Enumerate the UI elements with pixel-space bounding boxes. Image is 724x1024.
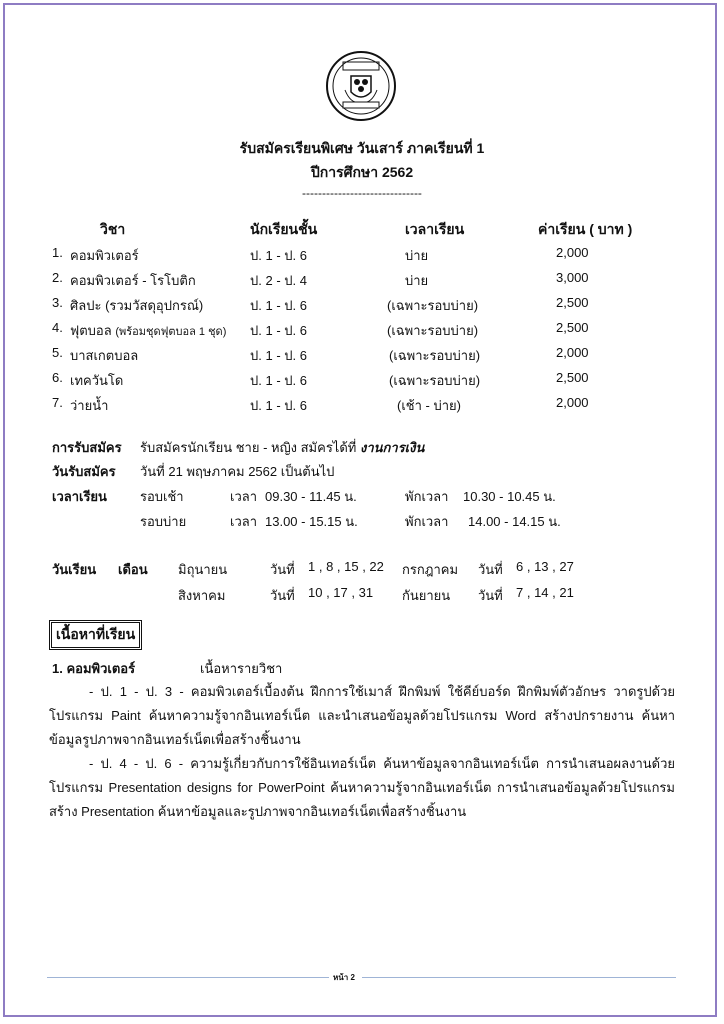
admission-label: การรับสมัคร: [52, 440, 122, 455]
course-subject: ว่ายน้ำ: [70, 398, 109, 413]
study-days-label: วันเรียน: [52, 562, 97, 577]
section-subtitle: เนื้อหารายวิชา: [200, 661, 283, 676]
title-line-1: รับสมัครเรียนพิเศษ วันเสาร์ ภาคเรียนที่ 1: [239, 140, 485, 156]
admission-place: งานการเงิน: [359, 440, 425, 455]
course-subject: คอมพิวเตอร์: [70, 248, 139, 263]
course-subject: คอมพิวเตอร์ - โรโบติก: [70, 273, 196, 288]
course-subject: เทควันโด: [70, 373, 124, 388]
content-paragraph-2: - ป. 4 - ป. 6 - ความรู้เกี่ยวกับการใช้อินเทอร์เน็ต ค้นหาข้อมูลจากอินเทอร์เน็ต การนำเสนอผลงานด้วยโปรแกรม Presentation designs for PowerPoint ค้นหาความรู้จากอินเทอร์เน็ต การนำเสนอข้อมูลด้วยโปรแกรมสร้าง Presentation ค้นหาข้อมูลและรูปภาพจากอินเทอร์เน็ตเพื่อสร้างชิ้นงาน: [49, 756, 675, 819]
schedule-label: เวลาเรียน: [52, 489, 107, 504]
course-fee: 2,500: [556, 320, 589, 335]
page-number: หน้า 2: [333, 973, 355, 982]
course-subject: บาสเกตบอล: [70, 348, 139, 363]
course-fee: 2,000: [556, 395, 589, 410]
course-time: (เฉพาะรอบบ่าย): [389, 373, 481, 388]
header-time: เวลาเรียน: [405, 221, 465, 237]
section-title: 1. คอมพิวเตอร์: [52, 661, 136, 676]
course-time: (เช้า - บ่าย): [397, 398, 461, 413]
header-fee: ค่าเรียน ( บาท ): [538, 221, 633, 237]
footer-rule-left: [47, 977, 329, 978]
course-subject: ศิลปะ (รวมวัสดุอุปกรณ์): [70, 298, 204, 313]
course-time: (เฉพาะรอบบ่าย): [387, 323, 479, 338]
apply-date-label: วันรับสมัคร: [52, 464, 116, 479]
admission-text: รับสมัครนักเรียน ชาย - หญิง สมัครได้ที่ งานการเงิน: [140, 440, 425, 455]
footer-rule-right: [362, 977, 676, 978]
title-line-2: ปีการศึกษา 2562: [310, 164, 414, 180]
header-subject: วิชา: [100, 221, 126, 237]
course-grade: ป. 1 - ป. 6: [250, 398, 307, 413]
course-time: (เฉพาะรอบบ่าย): [387, 298, 479, 313]
content-paragraph-1: - ป. 1 - ป. 3 - คอมพิวเตอร์เบื้องต้น ฝึกการใช้เมาส์ ฝึกพิมพ์ ใช้คีย์บอร์ด ฝึกพิมพ์ตัวอักษร วาดรูปด้วยโปรแกรม Paint ค้นหาความรู้จากอินเทอร์เน็ต และนำเสนอข้อมูลด้วยโปรแกรม Word สร้างปกรายงาน ค้นหาข้อมูลรูปภาพจากอินเทอร์เน็ตเพื่อสร้างชิ้นงาน: [49, 684, 675, 747]
month-label: เดือน: [118, 562, 148, 577]
course-time: (เฉพาะรอบบ่าย): [389, 348, 481, 363]
course-grade: ป. 1 - ป. 6: [250, 348, 307, 363]
course-grade: ป. 1 - ป. 6: [250, 323, 307, 338]
title-divider: ------------------------------: [302, 186, 422, 200]
course-note: (พร้อมชุดฟุตบอล 1 ชุด): [115, 326, 227, 338]
course-fee: 3,000: [556, 270, 589, 285]
content-heading: เนื้อหาที่เรียน: [49, 620, 142, 650]
course-time: บ่าย: [405, 248, 429, 263]
course-fee: 2,500: [556, 295, 589, 310]
course-time: บ่าย: [405, 273, 429, 288]
header-grade: นักเรียนชั้น: [250, 221, 318, 237]
apply-date-text: วันที่ 21 พฤษภาคม 2562 เป็นต้นไป: [140, 464, 335, 479]
course-subject: ฟุตบอล (พร้อมชุดฟุตบอล 1 ชุด): [70, 323, 227, 338]
course-fee: 2,500: [556, 370, 589, 385]
course-grade: ป. 1 - ป. 6: [250, 298, 307, 313]
course-fee: 2,000: [556, 345, 589, 360]
course-fee: 2,000: [556, 245, 589, 260]
course-grade: ป. 1 - ป. 6: [250, 373, 307, 388]
course-grade: ป. 1 - ป. 6: [250, 248, 307, 263]
course-grade: ป. 2 - ป. 4: [250, 273, 307, 288]
school-emblem-icon: [325, 50, 397, 122]
